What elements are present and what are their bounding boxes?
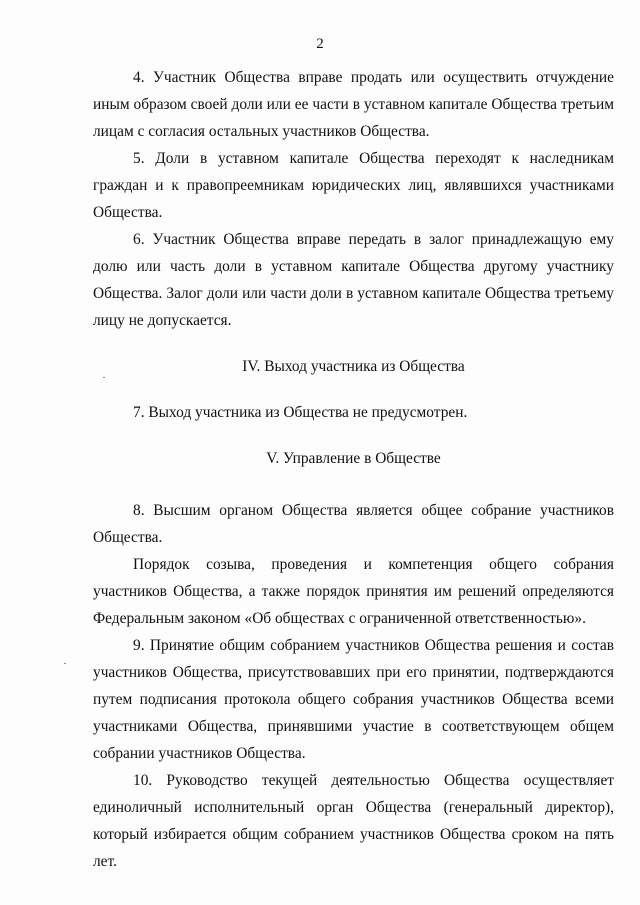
- paragraph-4: 4. Участник Общества вправе продать или осуществить отчуждение иным образом своей доли или ее части в уставном капитале Общества третьим лицам с согласия остальных участников Общества.: [93, 69, 614, 140]
- document-body: [93, 64, 614, 875]
- paragraph-7: 7. Выход участника из Общества не предусмотрен.: [133, 404, 468, 421]
- paragraph-8: 8. Высшим органом Общества является общее собрание участников Общества.: [93, 502, 614, 546]
- section-heading-v: V. Управление в Обществе: [266, 450, 441, 467]
- paragraph-10: 10. Руководство текущей деятельностью Общества осуществляет единоличный исполнительный орган Общества (генеральный директор), который избирается общим собранием участников Общества сроком на пять лет.: [93, 772, 614, 870]
- paragraph-9: 9. Принятие общим собранием участников Общества решения и состав участников Общества, присутствовавших при его принятии, подтверждаются путем подписания протокола общего собрания участников Общества всеми участниками Общества, принявшими участие в соответствующем общем собрании участников Общества.: [93, 637, 614, 762]
- paragraph-8-procedure: Порядок созыва, проведения и компетенция общего собрания участников Общества, а также порядок принятия им решений определяются Федеральным законом «Об обществах с ограниченной ответственностью».: [93, 556, 614, 627]
- section-heading-iv: IV. Выход участника из Общества: [242, 358, 465, 375]
- scan-speck: [64, 663, 66, 664]
- paragraph-5: 5. Доли в уставном капитале Общества переходят к наследникам граждан и к правопреемникам юридических лиц, являвшихся участниками Общества.: [93, 150, 614, 221]
- page-number: 2: [316, 36, 324, 52]
- paragraph-6: 6. Участник Общества вправе передать в залог принадлежащую ему долю или часть доли в уставном капитале Общества другому участнику Общества. Залог доли или части доли в уставном капитале Общества третьему лицу не допускается.: [93, 231, 614, 329]
